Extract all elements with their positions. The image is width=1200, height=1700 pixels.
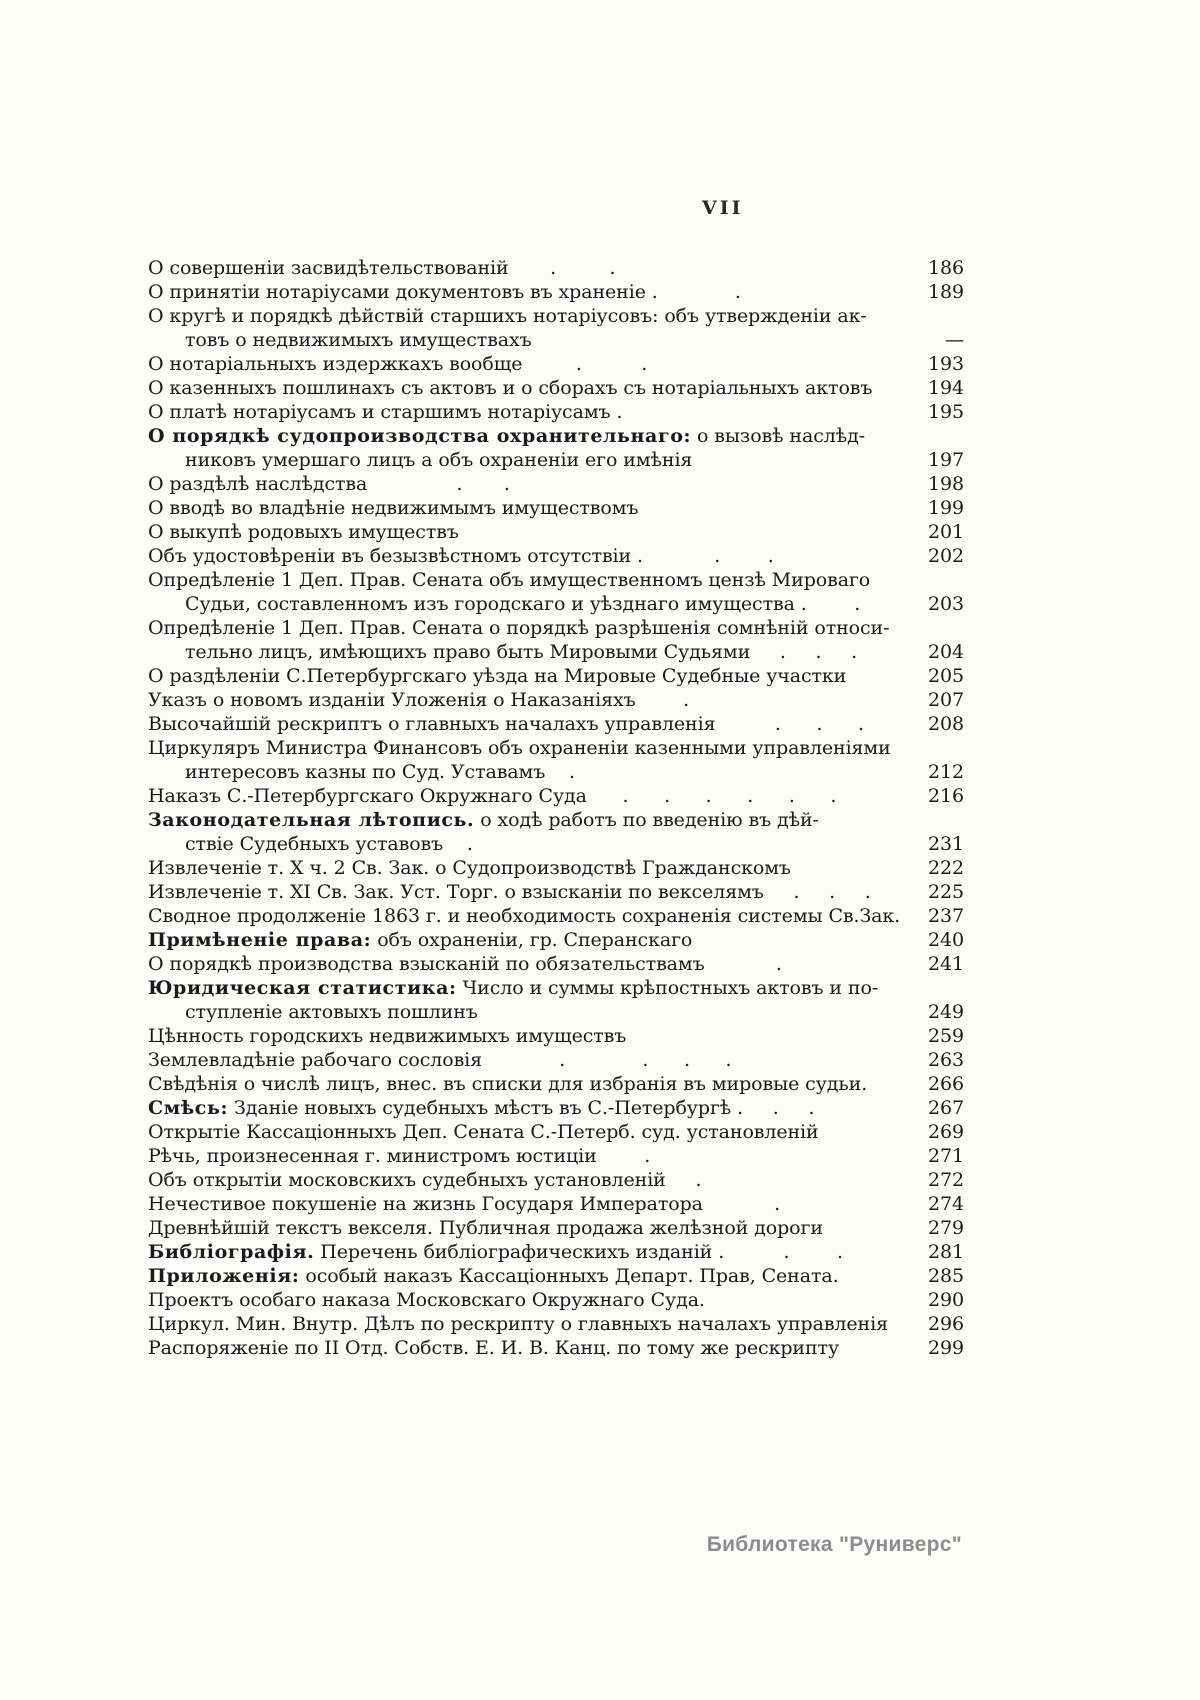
- toc-entry: [148, 400, 964, 424]
- toc-entry: [148, 856, 964, 880]
- entry-text: [148, 736, 912, 784]
- entry-title: О платѣ нотаріусамъ и старшимъ нотаріусамъ .: [148, 401, 623, 423]
- entry-text: [148, 952, 912, 976]
- entry-text: [148, 1024, 912, 1048]
- entry-title: Указъ о новомъ изданіи Уложенія о Наказаніяхъ .: [148, 689, 690, 711]
- entry-page-number: 290: [928, 1289, 964, 1311]
- toc-entry: [148, 880, 964, 904]
- entry-page-number: 212: [928, 761, 964, 783]
- entry-continuation-line: ступленіе актовыхъ пошлинъ: [185, 1001, 478, 1023]
- entry-title: Опредѣленіе 1 Деп. Прав. Сената о порядкѣ разрѣшенія сомнѣній относи-: [148, 617, 890, 639]
- entry-title: о вызовѣ наслѣд-: [691, 425, 866, 447]
- entry-bold-heading: Юридическая статистика:: [148, 977, 457, 999]
- entry-title: Сводное продолженіе 1863 г. и необходимость сохраненія системы Св.Зак.: [148, 905, 901, 927]
- entry-text: [148, 1264, 912, 1288]
- toc-entry: [148, 616, 964, 664]
- entry-title: О кругѣ и порядкѣ дѣйствій старшихъ нотаріусовъ: объ утвержденіи ак-: [148, 305, 867, 327]
- entry-text: [148, 256, 912, 280]
- entry-page-number: 299: [928, 1337, 964, 1359]
- toc-entry: [148, 976, 964, 1024]
- entry-page-number: 249: [928, 1001, 964, 1023]
- entry-title: Цѣнность городскихъ недвижимыхъ имуществъ: [148, 1025, 627, 1047]
- toc-entry: [148, 1312, 964, 1336]
- entry-title: Циркул. Мин. Внутр. Дѣлъ по рескрипту о главныхъ началахъ управленія: [148, 1313, 888, 1335]
- entry-page-number: 194: [928, 377, 964, 399]
- entry-text: [148, 1048, 912, 1072]
- entry-text: [148, 280, 912, 304]
- toc-entry: [148, 472, 964, 496]
- entry-page-number: 222: [928, 857, 964, 879]
- entry-text: [148, 304, 912, 352]
- entry-page-number: 263: [928, 1049, 964, 1071]
- entry-page-number: 285: [928, 1265, 964, 1287]
- toc-entry: [148, 1072, 964, 1096]
- toc-entry: [148, 352, 964, 376]
- entry-title: о ходѣ работъ по введенію въ дѣй-: [474, 809, 819, 831]
- toc-entry: [148, 496, 964, 520]
- entry-text: [148, 880, 912, 904]
- toc-entry: [148, 1168, 964, 1192]
- entry-title: Объ открытіи московскихъ судебныхъ установленій .: [148, 1169, 702, 1191]
- toc-entry: [148, 304, 964, 352]
- toc-entry: [148, 568, 964, 616]
- toc-entry: [148, 952, 964, 976]
- entry-title: Рѣчь, произнесенная г. министромъ юстиціи .: [148, 1145, 651, 1167]
- toc-entry: [148, 808, 964, 856]
- entry-page-number: 198: [928, 473, 964, 495]
- entry-text: [148, 1144, 912, 1168]
- entry-text: [148, 784, 912, 808]
- entry-title: Опредѣленіе 1 Деп. Прав. Сената объ имущественномъ цензѣ Мироваго: [148, 569, 871, 591]
- entry-bold-heading: Библіографія.: [148, 1241, 315, 1263]
- watermark: Библиотека "Руниверс": [706, 1533, 962, 1556]
- entry-title: Циркуляръ Министра Финансовъ объ охраненіи казенными управленіями: [148, 737, 891, 759]
- entry-page-number: 208: [928, 713, 964, 735]
- entry-page-number: 195: [928, 401, 964, 423]
- entry-continuation-line: ствіе Судебныхъ уставовъ .: [185, 833, 473, 855]
- entry-text: [148, 904, 912, 928]
- toc-list: [148, 256, 964, 1360]
- entry-page-number: 201: [928, 521, 964, 543]
- entry-text: [148, 1072, 912, 1096]
- entry-text: [148, 616, 912, 664]
- entry-page-number: 266: [928, 1073, 964, 1095]
- entry-page-number: 225: [928, 881, 964, 903]
- entry-title: Наказъ С.-Петербургскаго Окружнаго Суда . . . . . .: [148, 785, 837, 807]
- toc-entry: [148, 520, 964, 544]
- entry-text: [148, 1120, 912, 1144]
- entry-page-number: 199: [928, 497, 964, 519]
- entry-text: [148, 496, 912, 520]
- entry-page-number: 271: [928, 1145, 964, 1167]
- toc-entry: [148, 1336, 964, 1360]
- toc-entry: [148, 904, 964, 928]
- entry-text: [148, 856, 912, 880]
- entry-page-number: 189: [928, 281, 964, 303]
- entry-title: Высочайшій рескриптъ о главныхъ началахъ управленія . . .: [148, 713, 864, 735]
- entry-page-number: 259: [928, 1025, 964, 1047]
- entry-bold-heading: О порядкѣ судопроизводства охранительнаго:: [148, 425, 692, 447]
- toc-entry: [148, 1120, 964, 1144]
- entry-continuation-line: интересовъ казны по Суд. Уставамъ .: [185, 761, 575, 783]
- entry-text: [148, 1096, 912, 1120]
- entry-text: [148, 400, 912, 424]
- toc-entry: [148, 736, 964, 784]
- entry-text: [148, 424, 912, 472]
- toc-entry: [148, 1240, 964, 1264]
- entry-text: [148, 688, 912, 712]
- entry-title: О вводѣ во владѣніе недвижимымъ имуществомъ: [148, 497, 639, 519]
- entry-title: особый наказъ Кассаціонныхъ Департ. Прав, Сената.: [299, 1265, 839, 1287]
- entry-page-number: 207: [928, 689, 964, 711]
- toc-entry: [148, 664, 964, 688]
- entry-page-number: 193: [928, 353, 964, 375]
- entry-title: Проектъ особаго наказа Московскаго Окружнаго Суда.: [148, 1289, 705, 1311]
- toc-entry: [148, 1024, 964, 1048]
- entry-title: Перечень библіографическихъ изданій . . .: [314, 1241, 843, 1263]
- entry-title: Нечестивое покушеніе на жизнь Государя Императора .: [148, 1193, 781, 1215]
- entry-title: Зданіе новыхъ судебныхъ мѣстъ въ С.-Петербургѣ . . .: [228, 1097, 815, 1119]
- entry-page-number: 197: [928, 449, 964, 471]
- entry-page-number: 204: [928, 641, 964, 663]
- entry-text: [148, 1312, 912, 1336]
- entry-text: [148, 520, 912, 544]
- entry-text: [148, 976, 912, 1024]
- entry-title: О совершеніи засвидѣтельствованій . .: [148, 257, 616, 279]
- entry-text: [148, 352, 912, 376]
- entry-page-number: 272: [928, 1169, 964, 1191]
- entry-continuation-line: тельно лицъ, имѣющихъ право быть Мировыми Судьями . . .: [185, 641, 858, 663]
- entry-text: [148, 1192, 912, 1216]
- entry-title: Число и суммы крѣпостныхъ актовъ и по-: [456, 977, 879, 999]
- entry-page-number: 237: [928, 905, 964, 927]
- entry-title: объ охраненіи, гр. Сперанскаго: [371, 929, 693, 951]
- entry-text: [148, 1288, 912, 1312]
- entry-page-number: 279: [928, 1217, 964, 1239]
- entry-title: Землевладѣніе рабочаго сословія . . . .: [148, 1049, 732, 1071]
- entry-text: [148, 712, 912, 736]
- entry-page-number: 205: [928, 665, 964, 687]
- entry-continuation-line: никовъ умершаго лицъ а объ охраненіи его имѣнія: [185, 449, 693, 471]
- toc-entry: [148, 280, 964, 304]
- entry-text: [148, 1216, 912, 1240]
- entry-page-number: 274: [928, 1193, 964, 1215]
- entry-text: [148, 472, 912, 496]
- entry-continuation-line: Судьи, составленномъ изъ городскаго и уѣзднаго имущества . .: [185, 593, 861, 615]
- entry-continuation-line: товъ о недвижимыхъ имуществахъ: [185, 329, 532, 351]
- entry-bold-heading: Смѣсь:: [148, 1097, 229, 1119]
- entry-text: [148, 544, 912, 568]
- entry-text: [148, 1240, 912, 1264]
- entry-page-number: 231: [928, 833, 964, 855]
- entry-text: [148, 568, 912, 616]
- entry-page-number: 267: [928, 1097, 964, 1119]
- toc-entry: [148, 1216, 964, 1240]
- entry-page-number: 240: [928, 929, 964, 951]
- entry-title: Извлеченіе т. X ч. 2 Св. Зак. о Судопроизводствѣ Гражданскомъ: [148, 857, 791, 879]
- toc-entry: [148, 784, 964, 808]
- toc-entry: [148, 1264, 964, 1288]
- page-number-header: VII: [702, 197, 744, 219]
- entry-text: [148, 664, 912, 688]
- entry-title: Свѣдѣнія о числѣ лицъ, внес. въ списки для избранія въ мировые судьи.: [148, 1073, 868, 1095]
- toc-entry: [148, 376, 964, 400]
- toc-entry: [148, 1096, 964, 1120]
- entry-page-number: 269: [928, 1121, 964, 1143]
- entry-text: [148, 1336, 912, 1360]
- entry-bold-heading: Приложенія:: [148, 1265, 300, 1287]
- toc-entry: [148, 928, 964, 952]
- entry-title: Древнѣйшій текстъ векселя. Публичная продажа желѣзной дороги: [148, 1217, 823, 1239]
- entry-title: О раздѣлѣ наслѣдства . .: [148, 473, 510, 495]
- entry-bold-heading: Законодательная лѣтопись.: [148, 809, 475, 831]
- entry-text: [148, 808, 912, 856]
- entry-text: [148, 1168, 912, 1192]
- toc-entry: [148, 256, 964, 280]
- toc-entry: [148, 1288, 964, 1312]
- entry-title: О раздѣленіи С.Петербургскаго уѣзда на Мировые Судебные участки: [148, 665, 847, 687]
- entry-page-number: 241: [928, 953, 964, 975]
- entry-title: Открытіе Кассаціонныхъ Деп. Сената С.-Петерб. суд. установленій: [148, 1121, 819, 1143]
- entry-text: [148, 376, 912, 400]
- entry-title: О порядкѣ производства взысканій по обязательствамъ .: [148, 953, 782, 975]
- entry-title: Объ удостовѣреніи въ безызвѣстномъ отсутствіи . . .: [148, 545, 774, 567]
- toc-entry: [148, 544, 964, 568]
- entry-page-number: 202: [928, 545, 964, 567]
- toc-entry: [148, 688, 964, 712]
- entry-title: О принятіи нотаріусами документовъ въ храненіе . .: [148, 281, 741, 303]
- toc-entry: [148, 424, 964, 472]
- entry-page-number: 186: [928, 257, 964, 279]
- entry-page-number: —: [945, 329, 964, 351]
- entry-title: О выкупѣ родовыхъ имуществъ: [148, 521, 459, 543]
- entry-text: [148, 928, 912, 952]
- entry-title: О казенныхъ пошлинахъ съ актовъ и о сборахъ съ нотаріальныхъ актовъ: [148, 377, 873, 399]
- entry-page-number: 296: [928, 1313, 964, 1335]
- entry-title: О нотаріальныхъ издержкахъ вообще . .: [148, 353, 648, 375]
- toc-entry: [148, 1192, 964, 1216]
- entry-page-number: 203: [928, 593, 964, 615]
- entry-page-number: 216: [928, 785, 964, 807]
- entry-title: Извлеченіе т. XI Св. Зак. Уст. Торг. о взысканіи по векселямъ . . .: [148, 881, 871, 903]
- toc-entry: [148, 712, 964, 736]
- toc-entry: [148, 1048, 964, 1072]
- entry-title: Распоряженіе по II Отд. Собств. Е. И. В. Канц. по тому же рескрипту: [148, 1337, 840, 1359]
- toc-entry: [148, 1144, 964, 1168]
- entry-bold-heading: Примѣненіе права:: [148, 929, 372, 951]
- entry-page-number: 281: [928, 1241, 964, 1263]
